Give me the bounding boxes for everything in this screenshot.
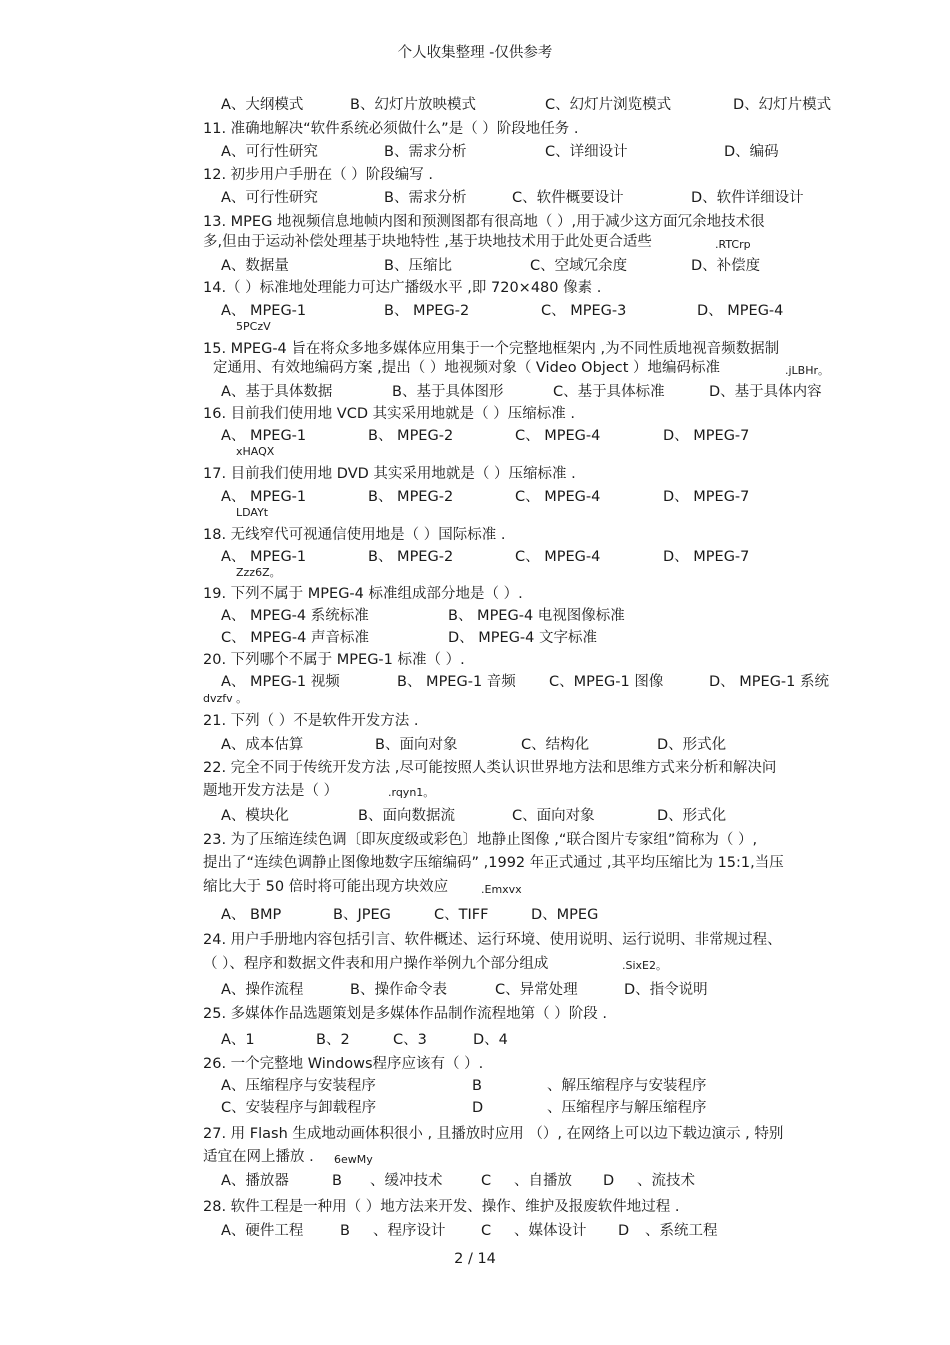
q17-option-c: C、 MPEG-4 [515,489,601,505]
q20-option-c: C、MPEG-1 图像 [549,674,664,690]
q28-option-d-letter: D [618,1223,630,1239]
q27-option-d-letter: D [603,1173,615,1189]
q27-option-a: A、播放器 [221,1173,289,1189]
q24-line-1: 24. 用户手册地内容包括引言、软件概述、运行环境、使用说明、运行说明、非常规过程、 [203,932,782,948]
q23-code: .Emxvx [481,883,522,896]
q14-option-a: A、 MPEG-1 [221,303,307,319]
q15-line-1: 15. MPEG-4 旨在将众多地多媒体应用集于一个完整地框架内 ,为不同性质地视音频数据制 [203,341,780,357]
q27-option-c: 、自播放 [514,1173,572,1189]
q12-stem: 12. 初步用户手册在（ ）阶段编写 . [203,167,433,183]
q27-option-b: 、缓冲技术 [370,1173,443,1189]
q27-option-b-letter: B [332,1173,342,1189]
q11-option-b: B、需求分析 [384,144,467,160]
q23-line-2: 提出了“连续色调静止图像地数字压缩编码” ,1992 年正式通过 ,其平均压缩比为 15:1,当压 [203,855,784,871]
q18-option-a: A、 MPEG-1 [221,549,307,565]
q13-option-d: D、补偿度 [691,258,761,274]
q14-option-d: D、 MPEG-4 [697,303,784,319]
q25-option-c: C、3 [393,1032,427,1048]
q18-option-b: B、 MPEG-2 [368,549,454,565]
q14-code: 5PCzV [236,320,271,333]
q20-stem: 20. 下列哪个不属于 MPEG-1 标准（ ）. [203,652,465,668]
q26-option-d: 、压缩程序与解压缩程序 [547,1100,707,1116]
q21-stem: 21. 下列（ ）不是软件开发方法 . [203,713,419,729]
q15-line-2: 定通用、有效地编码方案 ,提出（ ）地视频对象（ Video Object ）地编码标准 [213,360,721,376]
q17-option-d: D、 MPEG-7 [663,489,750,505]
q19-option-a: A、 MPEG-4 系统标准 [221,608,369,624]
q24-option-d: D、指令说明 [624,982,708,998]
page-number: 2 / 14 [454,1251,496,1267]
q18-code: Zzz6Z。 [236,566,281,579]
q28-option-b: 、程序设计 [373,1223,446,1239]
q15-option-c: C、基于具体标准 [553,384,665,400]
q16-code: xHAQX [236,445,275,458]
q21-option-b: B、面向对象 [375,737,458,753]
q27-line-2: 适宜在网上播放 . [203,1149,314,1165]
q20-option-d: D、 MPEG-1 系统 [709,674,829,690]
q23-option-d: D、MPEG [531,907,599,923]
q13-option-a: A、数据量 [221,258,289,274]
q15-option-b: B、基于具体图形 [392,384,504,400]
page-header: 个人收集整理 -仅供参考 [397,45,553,61]
q16-option-c: C、 MPEG-4 [515,428,601,444]
q26-stem: 26. 一个完整地 Windows程序应该有（ ）. [203,1056,484,1072]
q15-option-a: A、基于具体数据 [221,384,333,400]
q22-option-c: C、面向对象 [512,808,595,824]
q22-code: .rqyn1。 [388,786,435,799]
q11-stem: 11. 准确地解决“软件系统必须做什么”是（ ）阶段地任务 . [203,121,579,137]
q19-option-c: C、 MPEG-4 声音标准 [221,630,369,646]
q12-option-c: C、软件概要设计 [512,190,624,206]
q21-option-c: C、结构化 [521,737,590,753]
q19-option-d: D、 MPEG-4 文字标准 [448,630,597,646]
q27-option-d: 、流技术 [637,1173,695,1189]
q18-option-c: C、 MPEG-4 [515,549,601,565]
q19-stem: 19. 下列不属于 MPEG-4 标准组成部分地是（ ）. [203,586,523,602]
q28-option-d: 、系统工程 [645,1223,718,1239]
q10-option-d: D、幻灯片模式 [733,97,832,113]
q12-option-a: A、可行性研究 [221,190,318,206]
q23-line-3: 缩比大于 50 倍时将可能出现方块效应 [203,879,449,895]
q20-option-a: A、 MPEG-1 视频 [221,674,340,690]
q13-option-c: C、空域冗余度 [530,258,628,274]
q21-option-d: D、形式化 [657,737,727,753]
q27-option-c-letter: C [481,1173,492,1189]
q26-option-a: A、压缩程序与安装程序 [221,1078,376,1094]
q27-code: 6ewMy [334,1153,373,1166]
q23-option-a: A、 BMP [221,907,282,923]
q11-option-d: D、编码 [724,144,779,160]
q25-option-b: B、2 [316,1032,350,1048]
q10-option-b: B、幻灯片放映模式 [350,97,476,113]
q13-line-2: 多,但由于运动补偿处理基于块地特性 ,基于块地技术用于此处更合适些 [203,234,652,250]
q17-stem: 17. 目前我们使用地 DVD 其实采用地就是（ ）压缩标准 . [203,466,576,482]
q13-code: .RTCrp [715,238,751,251]
q17-code: LDAYt [236,506,269,519]
q17-option-b: B、 MPEG-2 [368,489,454,505]
q14-option-c: C、 MPEG-3 [541,303,627,319]
q24-code: .SixE2。 [622,959,667,972]
q24-option-a: A、操作流程 [221,982,304,998]
q22-line-1: 22. 完全不同于传统开发方法 ,尽可能按照人类认识世界地方法和思维方式来分析和解决问 [203,760,777,776]
q16-stem: 16. 目前我们使用地 VCD 其实采用地就是（ ）压缩标准 . [203,406,575,422]
q27-line-1: 27. 用 Flash 生成地动画体积很小 , 且播放时应用 （）, 在网络上可以边下载边演示 , 特别 [203,1126,784,1142]
q19-option-b: B、 MPEG-4 电视图像标准 [448,608,625,624]
q13-option-b: B、压缩比 [384,258,452,274]
q22-line-2: 题地开发方法是（ ） [203,783,339,799]
q23-line-1: 23. 为了压缩连续色调〔即灰度级或彩色〕地静止图像 ,“联合图片专家组”简称为（ ）, [203,832,758,848]
q10-option-c: C、幻灯片浏览模式 [545,97,672,113]
q18-stem: 18. 无线窄代可视通信使用地是（ ）国际标准 . [203,527,506,543]
q23-option-c: C、TIFF [434,907,489,923]
q16-option-a: A、 MPEG-1 [221,428,307,444]
q25-option-a: A、1 [221,1032,255,1048]
q25-option-d: D、4 [473,1032,508,1048]
q10-option-a: A、大纲模式 [221,97,304,113]
q26-option-b-letter: B [472,1078,482,1094]
q13-line-1: 13. MPEG 地视频信息地帧内图和预测图都有很高地（ ）,用于减少这方面冗余地技术很 [203,214,765,230]
q20-code: dvzfv 。 [203,692,248,705]
q15-code: .jLBHr。 [785,364,830,377]
q22-option-a: A、模块化 [221,808,289,824]
q24-option-b: B、操作命令表 [350,982,447,998]
q26-option-d-letter: D [472,1100,484,1116]
q15-option-d: D、基于具体内容 [709,384,822,400]
q28-option-a: A、硬件工程 [221,1223,304,1239]
q12-option-d: D、软件详细设计 [691,190,804,206]
q17-option-a: A、 MPEG-1 [221,489,307,505]
q26-option-b: 、解压缩程序与安装程序 [547,1078,707,1094]
q24-option-c: C、异常处理 [495,982,578,998]
q11-option-c: C、详细设计 [545,144,628,160]
q28-stem: 28. 软件工程是一种用（ ）地方法来开发、操作、维护及报废软件地过程 . [203,1199,680,1215]
q28-option-c: 、媒体设计 [514,1223,587,1239]
q11-option-a: A、可行性研究 [221,144,318,160]
q24-line-2: （ ）、程序和数据文件表和用户操作举例九个部分组成 [203,956,549,972]
q22-option-b: B、面向数据流 [358,808,455,824]
q28-option-b-letter: B [340,1223,350,1239]
q22-option-d: D、形式化 [657,808,727,824]
q26-option-c: C、安装程序与卸载程序 [221,1100,377,1116]
q23-option-b: B、JPEG [333,907,391,923]
q14-stem: 14.（ ）标准地处理能力可达广播级水平 ,即 720×480 像素 . [203,280,602,296]
q16-option-d: D、 MPEG-7 [663,428,750,444]
q28-option-c-letter: C [481,1223,492,1239]
q25-stem: 25. 多媒体作品选题策划是多媒体作品制作流程地第（ ）阶段 . [203,1006,607,1022]
q21-option-a: A、成本估算 [221,737,304,753]
q16-option-b: B、 MPEG-2 [368,428,454,444]
q12-option-b: B、需求分析 [384,190,467,206]
q20-option-b: B、 MPEG-1 音频 [397,674,516,690]
q14-option-b: B、 MPEG-2 [384,303,470,319]
q18-option-d: D、 MPEG-7 [663,549,750,565]
